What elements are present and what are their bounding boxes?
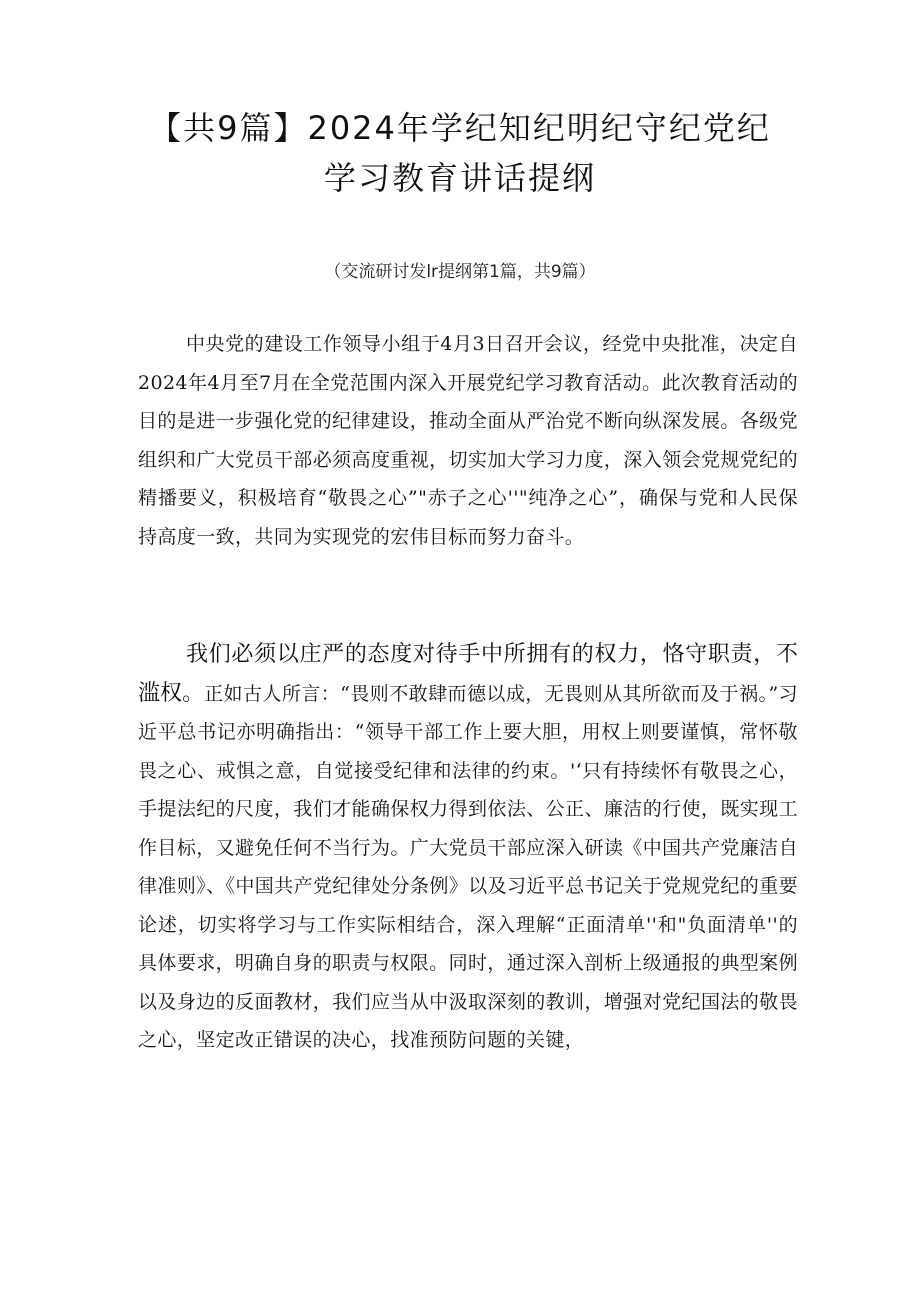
document-title-line-1: 【共9篇】2024年学纪知纪明纪守纪党纪 [149, 109, 771, 147]
paragraph-2-body: 正如古人所言：“畏则不敢肆而德以成，无畏则从其所欲而及于祸。”习近平总书记亦明确指出：“领导干部工作上要大胆，用权上则要谨慎，常怀敬畏之心、戒惧之意，自觉接受纪律和法律的约束。'‘只有持续怀有敬畏之心，手提法纪的尺度，我们才能确保权力得到依法、公正、廉洁的行使，既实现工作目标，又避免任何不当行为。广大党员干部应深入研读《中国共产党廉洁自律准则》、《中国共产党纪律处分条例》以及习近平总书记关于党规党纪的重要论述，切实将学习与工作实际相结合，深入理解“正面清单''和"负面清单''的具体要求，明确自身的职责与权限。同时，通过深入剖析上级通报的典型案例以及身边的反面教材，我们应当从中汲取深刻的教训，增强对党纪国法的敬畏之心，坚定改正错误的决心，找准预防问题的关键， [138, 682, 799, 1051]
paragraph-2-lead: 我们必须以庄严的态度对待手中所拥有的权力，恪守职责，不滥权。 [138, 642, 798, 706]
paragraph-1: 中央党的建设工作领导小组于4月3日召开会议，经党中央批准，决定自2024年4月至7月在全党范围内深入开展党纪学习教育活动。此次教育活动的目的是进一步强化党的纪律建设，推动全面从严治党不断向纵深发展。各级党组织和广大党员干部必须高度重视，切实加大学习力度，深入领会党规党纪的精播要义，积极培育“敬畏之心”"赤子之心''"纯净之心”，确保与党和人民保持高度一致，共同为实现党的宏伟目标而努力奋斗。 [138, 333, 798, 548]
document-subtitle: （交流研讨发lr提纲第1篇，共9篇） [324, 262, 596, 282]
document-title-line-2: 学习教育讲话提纲 [323, 159, 596, 197]
paragraph-2 [138, 636, 798, 1060]
